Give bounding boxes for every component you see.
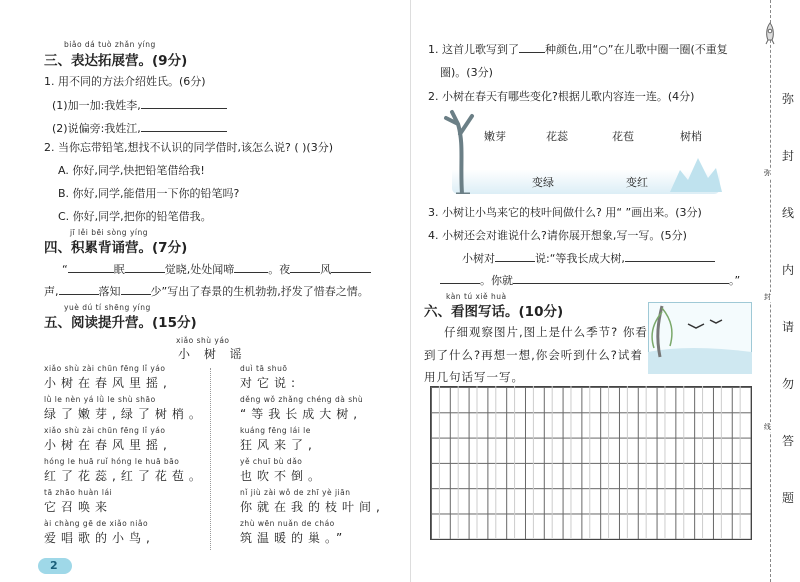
rocket-icon [762, 22, 778, 46]
r-q4: 4. 小树还会对谁说什么?请你展开想象,写一写。(5分) [428, 229, 687, 242]
poem-line-pinyin: kuáng fēng lái le [240, 426, 311, 435]
r-q2: 2. 小树在春天有哪些变化?根据儿歌内容连一连。(4分) [428, 90, 695, 103]
spring-picture [648, 302, 752, 374]
poem-fill-line2: 声, 落知 少”写出了春景的生机勃勃,抒发了惜春之情。 [44, 285, 369, 298]
section-3-title: 三、表达拓展营。(9分) [44, 53, 188, 69]
poem-line: “等我长成大树, [240, 407, 363, 421]
margin-char: 答 [782, 434, 795, 448]
r-q1-line2: 圈)。(3分) [440, 66, 493, 79]
r-q3: 3. 小树让小鸟来它的枝叶间做什么? 用“ ”画出来。(3分) [428, 206, 702, 219]
poem-fill-line1: “ 眠 觉晓,处处闻啼 。夜 风 [62, 261, 371, 277]
poem-line: 爱唱歌的小鸟, [44, 531, 155, 545]
page-fold [410, 0, 411, 582]
match-word-top[interactable]: 花蕊 [546, 130, 568, 143]
q1-text: 1. 用不同的方法介绍姓氏。(6分) [44, 75, 206, 88]
poem-line: 也吹不倒。 [240, 469, 326, 483]
margin-char: 勿 [782, 377, 795, 391]
margin-char: 弥 [782, 92, 795, 106]
margin-char: 线 [782, 206, 795, 220]
poem-divider [210, 368, 212, 550]
q1a-text: (1)加一加:我姓李, [52, 97, 227, 113]
hill-illustration [670, 150, 722, 192]
poem-line: 对它说: [240, 376, 301, 390]
section-6-title: 六、看图写话。(10分) [424, 304, 564, 320]
q1b-text: (2)说偏旁:我姓江, [52, 120, 227, 136]
s3-pinyin: biǎo dá tuò zhǎn yíng [64, 40, 156, 49]
match-word-bottom[interactable]: 变绿 [532, 176, 554, 189]
poem-title-pinyin: xiǎo shù yáo [176, 336, 230, 345]
poem-line: 狂风来了, [240, 438, 317, 452]
poem-title: 小 树 谣 [178, 347, 247, 361]
match-word-bottom[interactable]: 变红 [626, 176, 648, 189]
poem-line: 筑温暖的巢。” [240, 531, 348, 545]
r-q1-line1: 1. 这首儿歌写到了 种颜色,用“○”在儿歌中圈一圈(不重复 [428, 43, 728, 56]
poem-line-pinyin: yě chuī bù dǎo [240, 457, 303, 466]
tree-illustration [442, 104, 482, 194]
writing-grid-guides [430, 386, 750, 538]
poem-line-pinyin: lǜ le nèn yá lǜ le shù shāo [44, 395, 156, 404]
s4-pinyin: jī lěi bēi sòng yíng [70, 228, 148, 237]
s6-para-3: 用几句话写一写。 [424, 370, 524, 384]
s6-para-1: 仔细观察图片,图上是什么季节? 你看 [444, 325, 648, 339]
poem-line-pinyin: duì tā shuō [240, 364, 288, 373]
poem-line-pinyin: xiǎo shù zài chūn fēng lǐ yáo [44, 364, 166, 373]
s5-pinyin: yuè dú tí shēng yíng [64, 303, 151, 312]
match-word-top[interactable]: 花苞 [612, 130, 634, 143]
option-a: A. 你好,同学,快把铅笔借给我! [58, 164, 205, 177]
poem-line: 小树在春风里摇, [44, 376, 172, 390]
s6-pinyin: kàn tú xiě huà [446, 292, 507, 301]
margin-char: 封 [782, 149, 795, 163]
option-b: B. 你好,同学,能借用一下你的铅笔吗? [58, 187, 240, 200]
poem-line-pinyin: tā zhāo huàn lái [44, 488, 113, 497]
poem-line-pinyin: ài chàng gē de xiǎo niǎo [44, 519, 149, 528]
s6-para-2: 到了什么?再想一想,你会听到什么?试着 [424, 348, 643, 362]
poem-line: 小树在春风里摇, [44, 438, 172, 452]
section-5-title: 五、阅读提升营。(15分) [44, 315, 197, 331]
r-q4-line1: 小树对 说:“等我长成大树, [462, 250, 715, 266]
poem-line-pinyin: hóng le huā ruǐ hóng le huā bāo [44, 457, 180, 466]
poem-line-pinyin: xiǎo shù zài chūn fēng lǐ yáo [44, 426, 166, 435]
page-number: 2 [50, 559, 58, 572]
match-word-top[interactable]: 嫩芽 [484, 130, 506, 143]
margin-small-char: 线 [764, 423, 771, 431]
poem-line-pinyin: zhù wēn nuǎn de cháo [240, 519, 335, 528]
margin-small-char: 封 [764, 293, 771, 301]
q2-text: 2. 当你忘带铅笔,想找不认识的同学借时,该怎么说? ( )(3分) [44, 141, 333, 154]
poem-line: 红了花蕊,红了花苞。 [44, 469, 206, 483]
poem-line: 它召唤来 [44, 500, 113, 514]
option-c: C. 你好,同学,把你的铅笔借我。 [58, 210, 212, 223]
margin-char: 题 [782, 491, 795, 505]
margin-char: 请 [782, 320, 795, 334]
match-word-top[interactable]: 树梢 [680, 130, 702, 143]
r-q4-line2: 。你就 。” [440, 272, 740, 288]
margin-char: 内 [782, 263, 795, 277]
poem-line: 绿了嫩芽,绿了树梢。 [44, 407, 206, 421]
section-4-title: 四、积累背诵营。(7分) [44, 240, 188, 256]
poem-line-pinyin: nǐ jiù zài wǒ de zhī yè jiān [240, 488, 351, 497]
poem-line-pinyin: děng wǒ zhǎng chéng dà shù [240, 395, 364, 404]
margin-small-char: 弥 [764, 169, 771, 177]
poem-line: 你就在我的枝叶间, [240, 500, 385, 514]
seal-line [770, 0, 772, 582]
